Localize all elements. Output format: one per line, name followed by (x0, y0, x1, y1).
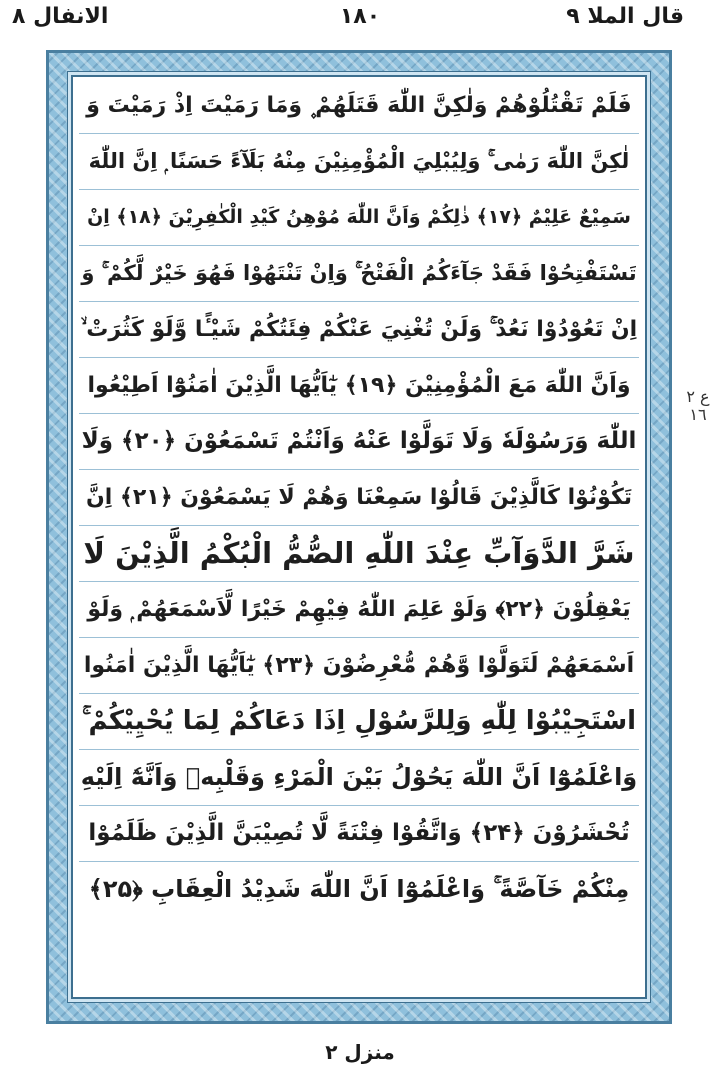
verse-line-2: لٰكِنَّ اللّٰهَ رَمٰى ۚ وَلِيُبْلِيَ الْمُؤْمِنِيْنَ مِنْهُ بَلَآءً حَسَنًا ۭ اِنَّ اللّٰهَ (79, 133, 639, 190)
verse-line-12: اسْتَجِيْبُوْا لِلّٰهِ وَلِلرَّسُوْلِ اِذَا دَعَاكُمْ لِمَا يُحْيِيْكُمْ ۚ (79, 693, 639, 750)
verse-line-5: اِنْ تَعُوْدُوْا نَعُدْ ۚ وَلَنْ تُغْنِيَ عَنْكُمْ فِئَتُكُمْ شَيْـًٔا وَّلَوْ كَثُرَتْ ۙ (79, 301, 639, 358)
juz-title: قال الملا ٩ (566, 4, 684, 29)
verse-line-4: تَسْتَفْتِحُوْا فَقَدْ جَآءَكُمُ الْفَتْحُ ۚ وَاِنْ تَنْتَهُوْا فَهُوَ خَيْرٌ لَّكُمْ ۚ وَ (79, 245, 639, 302)
verse-line-15: مِنْكُمْ خَآصَّةً ۚ وَاعْلَمُوْٓا اَنَّ اللّٰهَ شَدِيْدُ الْعِقَابِ ﴿۲۵﴾ (88, 875, 630, 903)
verse-line-9: شَرَّ الدَّوَآبِّ عِنْدَ اللّٰهِ الصُّمُّ الْبُكْمُ الَّذِيْنَ لَا (79, 525, 639, 582)
text-panel (71, 75, 647, 999)
page-header (0, 0, 720, 50)
verse-line-8: تَكُوْنُوْا كَالَّذِيْنَ قَالُوْا سَمِعْنَا وَهُمْ لَا يَسْمَعُوْنَ ﴿۲۱﴾ اِنَّ (79, 469, 639, 526)
verse-line-13: وَاعْلَمُوْٓا اَنَّ اللّٰهَ يَحُوْلُ بَيْنَ الْمَرْءِ وَقَلْبِهٖ وَاَنَّهٗٓ اِلَيْهِ (79, 749, 639, 806)
verse-line-3: سَمِيْعٌ عَلِيْمٌ ﴿۱۷﴾ ذٰلِكُمْ وَاَنَّ اللّٰهَ مُوْهِنُ كَيْدِ الْكٰفِرِيْنَ ﴿۱۸﴾ اِنْ (79, 189, 639, 246)
manzil-footer: منزل ٢ (325, 1040, 395, 1064)
verse-line-11: اَسْمَعَهُمْ لَتَوَلَّوْا وَّهُمْ مُّعْرِضُوْنَ ﴿۲۳﴾ يٰٓاَيُّهَا الَّذِيْنَ اٰمَنُوا (79, 637, 639, 694)
ornamental-border (46, 50, 672, 1024)
verse-line-14: تُحْشَرُوْنَ ﴿۲۴﴾ وَاتَّقُوْا فِتْنَةً لَّا تُصِيْبَنَّ الَّذِيْنَ ظَلَمُوْا (79, 805, 639, 862)
verse-line-10: يَعْقِلُوْنَ ﴿۲۲﴾ وَلَوْ عَلِمَ اللّٰهُ فِيْهِمْ خَيْرًا لَّاَسْمَعَهُمْ ۭ وَلَوْ (79, 581, 639, 638)
ruku-marker: ع ٢ ١٦ (686, 387, 710, 424)
verse-line-7: اللّٰهَ وَرَسُوْلَهٗ وَلَا تَوَلَّوْا عَنْهُ وَاَنْتُمْ تَسْمَعُوْنَ ﴿۲۰﴾ وَلَا (79, 413, 639, 470)
verse-lines (73, 77, 645, 997)
verse-line-1: فَلَمْ تَقْتُلُوْهُمْ وَلٰكِنَّ اللّٰهَ قَتَلَهُمْ ۪ وَمَا رَمَيْتَ اِذْ رَمَيْتَ وَ (79, 77, 639, 134)
surah-title: الانفال ٨ (12, 4, 109, 29)
verse-line-6: وَاَنَّ اللّٰهَ مَعَ الْمُؤْمِنِيْنَ ﴿۱۹﴾ يٰٓاَيُّهَا الَّذِيْنَ اٰمَنُوْٓا اَطِيْعُوا (79, 357, 639, 414)
page-number: ١٨٠ (339, 4, 381, 29)
